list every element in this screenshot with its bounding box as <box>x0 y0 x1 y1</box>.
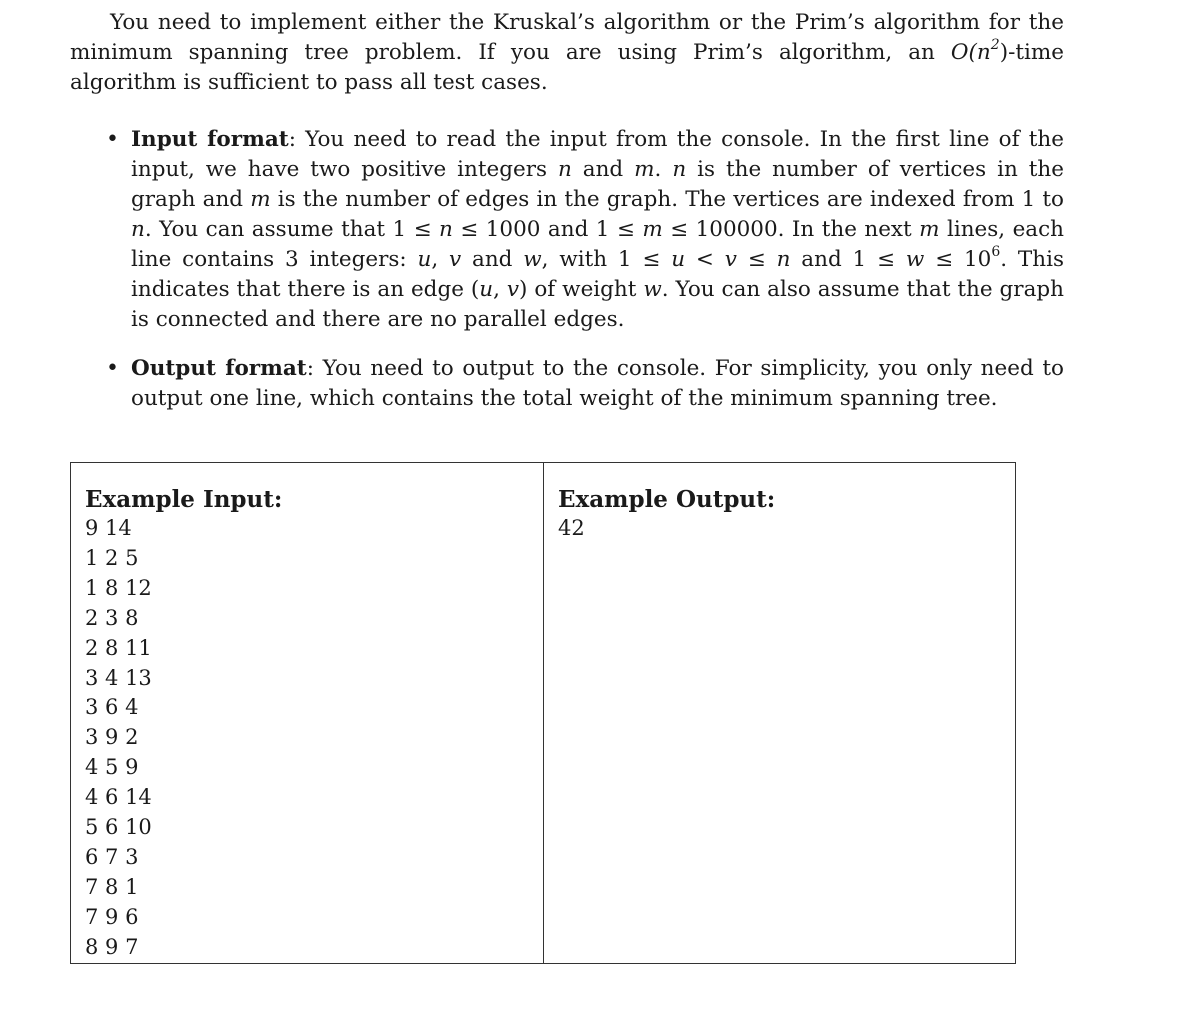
example-input-line: 8 9 7 <box>85 934 139 959</box>
example-output-title: Example Output: <box>558 486 776 513</box>
example-output-line: 42 <box>558 516 585 540</box>
input-format-label: Input format <box>131 127 289 152</box>
example-input-line: 7 9 6 <box>85 904 139 929</box>
example-input-line: 7 8 1 <box>85 874 139 899</box>
example-input-lines <box>85 514 543 963</box>
intro-paragraph: You need to implement either the Kruskal’s algorithm or the Prim’s algorithm for the minimum spanning tree problem. If you are using Prim’s algorithm, an $O(n^2)$-time algorithm is sufficient to pass all test cases. <box>70 10 1064 95</box>
output-format-item: • Output format: You need to output to the console. For simplicity, you only need to output one line, which contains the total weight of the minimum spanning tree. <box>106 356 1064 411</box>
example-input-line: 5 6 10 <box>85 815 152 840</box>
example-input-title: Example Input: <box>85 486 283 513</box>
example-input-line: 6 7 3 <box>85 844 139 869</box>
example-input-line: 3 9 2 <box>85 725 139 750</box>
bullet-icon: • <box>106 127 119 152</box>
example-input-line: 2 3 8 <box>85 605 139 630</box>
bullet-icon: • <box>106 356 119 381</box>
example-input-line: 2 8 11 <box>85 635 152 660</box>
example-output-cell <box>543 463 1015 963</box>
example-input-line: 1 2 5 <box>85 545 139 570</box>
format-list <box>104 125 1064 414</box>
example-input-line: 9 14 <box>85 516 132 540</box>
example-output-lines <box>558 514 1015 544</box>
example-input-line: 3 6 4 <box>85 695 139 720</box>
big-o-notation: $O(n^2)$ <box>950 36 1009 65</box>
example-input-line: 1 8 12 <box>85 575 152 600</box>
example-input-cell <box>71 463 543 963</box>
example-input-line: 4 5 9 <box>85 755 139 780</box>
example-input-line: 4 6 14 <box>85 785 152 810</box>
example-table <box>70 462 1016 964</box>
example-input-line: 3 4 13 <box>85 665 152 690</box>
input-format-item: • Input format: You need to read the input from the console. In the first line of the input, we have two positive integers n and m. n is the number of vertices in the graph and m is the number of edges in the graph. The vertices are indexed from 1 to n. You can assume that 1 ≤ n ≤ 1000 and 1 ≤ m ≤ 100000. In the next m lines, each line contains 3 integers: u, v and w, with 1 ≤ u < v ≤ n and $1 \le w \le 10^6$. This indicates that there is an edge (u, v) of weight w. You can also assume that the graph is connected and there are no parallel edges. <box>106 127 1065 332</box>
output-format-label: Output format <box>131 356 307 381</box>
